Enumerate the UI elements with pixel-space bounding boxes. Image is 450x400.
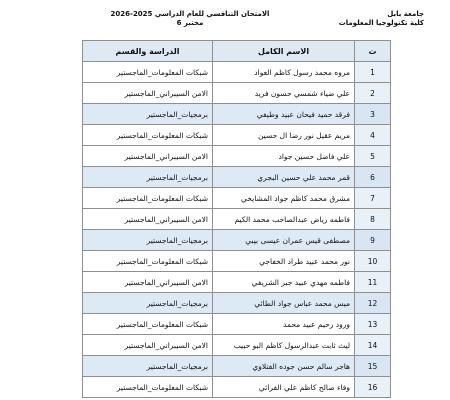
student-department: شبكات المعلومات_الماجستير <box>83 251 213 272</box>
table-row <box>83 104 391 125</box>
student-name: مريم عقيل نور رضا ال حسين <box>213 125 355 146</box>
table-row <box>83 62 391 83</box>
lab-label: مختبر 6 <box>176 19 204 27</box>
university-name: جامعة بابل <box>387 10 424 18</box>
student-name: ليث ثابت عبدالرسول كاظم البو حبيب <box>213 335 355 356</box>
student-department: شبكات المعلومات_الماجستير <box>83 125 213 146</box>
row-number: 4 <box>355 125 391 146</box>
row-number: 14 <box>355 335 391 356</box>
column-header-department: الدراسة والقسم <box>83 41 213 62</box>
student-department: برمجيات_الماجستير <box>83 104 213 125</box>
row-number: 6 <box>355 167 391 188</box>
table-row <box>83 272 391 293</box>
row-number: 10 <box>355 251 391 272</box>
student-name: ميس محمد عباس جواد الطائي <box>213 293 355 314</box>
student-name: مروه محمد رسول كاظم العواد <box>213 62 355 83</box>
student-name: مشرق محمد كاظم جواد المشايخي <box>213 188 355 209</box>
table-row <box>83 314 391 335</box>
student-department: شبكات المعلومات_الماجستير <box>83 188 213 209</box>
row-number: 16 <box>355 377 391 398</box>
table-header-row <box>83 41 391 62</box>
student-department: شبكات المعلومات_الماجستير <box>83 62 213 83</box>
table-row <box>83 83 391 104</box>
student-name: نور محمد عبيد طراد الخفاجي <box>213 251 355 272</box>
student-department: الامن السيبراني_الماجستير <box>83 83 213 104</box>
row-number: 1 <box>355 62 391 83</box>
table-row <box>83 293 391 314</box>
student-department: برمجيات_الماجستير <box>83 293 213 314</box>
document-header <box>20 10 430 36</box>
institution-block <box>339 10 424 28</box>
student-name: هاجر سالم حسن جوده الفتلاوي <box>213 356 355 377</box>
student-department: برمجيات_الماجستير <box>83 230 213 251</box>
student-department: برمجيات_الماجستير <box>83 356 213 377</box>
student-name: فاطمه رياض عبدالصاحب محمد الكيم <box>213 209 355 230</box>
table-row <box>83 209 391 230</box>
student-name: فرقد حميد فيحان عبيد وطيفي <box>213 104 355 125</box>
table-row <box>83 167 391 188</box>
row-number: 2 <box>355 83 391 104</box>
row-number: 5 <box>355 146 391 167</box>
table-row <box>83 188 391 209</box>
row-number: 13 <box>355 314 391 335</box>
row-number: 11 <box>355 272 391 293</box>
table-body <box>83 62 391 398</box>
exam-title: الامتحان التنافسي للعام الدراسي 2025-2026 <box>110 10 270 18</box>
student-name: ورود رحيم عبيد محمد <box>213 314 355 335</box>
student-name: قمر محمد علي حسين البجري <box>213 167 355 188</box>
student-department: شبكات المعلومات_الماجستير <box>83 377 213 398</box>
student-roster-table <box>82 40 391 398</box>
table-row <box>83 251 391 272</box>
row-number: 12 <box>355 293 391 314</box>
student-name: فاطمه مهدي عبيد جبر الشريفي <box>213 272 355 293</box>
table-row <box>83 377 391 398</box>
table-row <box>83 125 391 146</box>
student-department: الامن السيبراني_الماجستير <box>83 335 213 356</box>
student-department: الامن السيبراني_الماجستير <box>83 272 213 293</box>
student-name: علي ضياء شمسي حسون فريد <box>213 83 355 104</box>
exam-block <box>60 10 320 28</box>
column-header-number: ت <box>355 41 391 62</box>
row-number: 15 <box>355 356 391 377</box>
row-number: 7 <box>355 188 391 209</box>
row-number: 9 <box>355 230 391 251</box>
student-name: مصطفى قيس عمران عيسى بيبي <box>213 230 355 251</box>
table-row <box>83 335 391 356</box>
student-name: علي فاضل حسين جواد <box>213 146 355 167</box>
column-header-name: الاسم الكامل <box>213 41 355 62</box>
student-department: الامن السيبراني_الماجستير <box>83 146 213 167</box>
student-name: وفاء صالح كاظم علي الفرائي <box>213 377 355 398</box>
student-department: برمجيات_الماجستير <box>83 167 213 188</box>
student-department: شبكات المعلومات_الماجستير <box>83 314 213 335</box>
row-number: 8 <box>355 209 391 230</box>
row-number: 3 <box>355 104 391 125</box>
table-row <box>83 230 391 251</box>
table-row <box>83 356 391 377</box>
table-row <box>83 146 391 167</box>
college-name: كلية تكنولوجيا المعلومات <box>338 19 424 27</box>
student-department: الامن السيبراني_الماجستير <box>83 209 213 230</box>
